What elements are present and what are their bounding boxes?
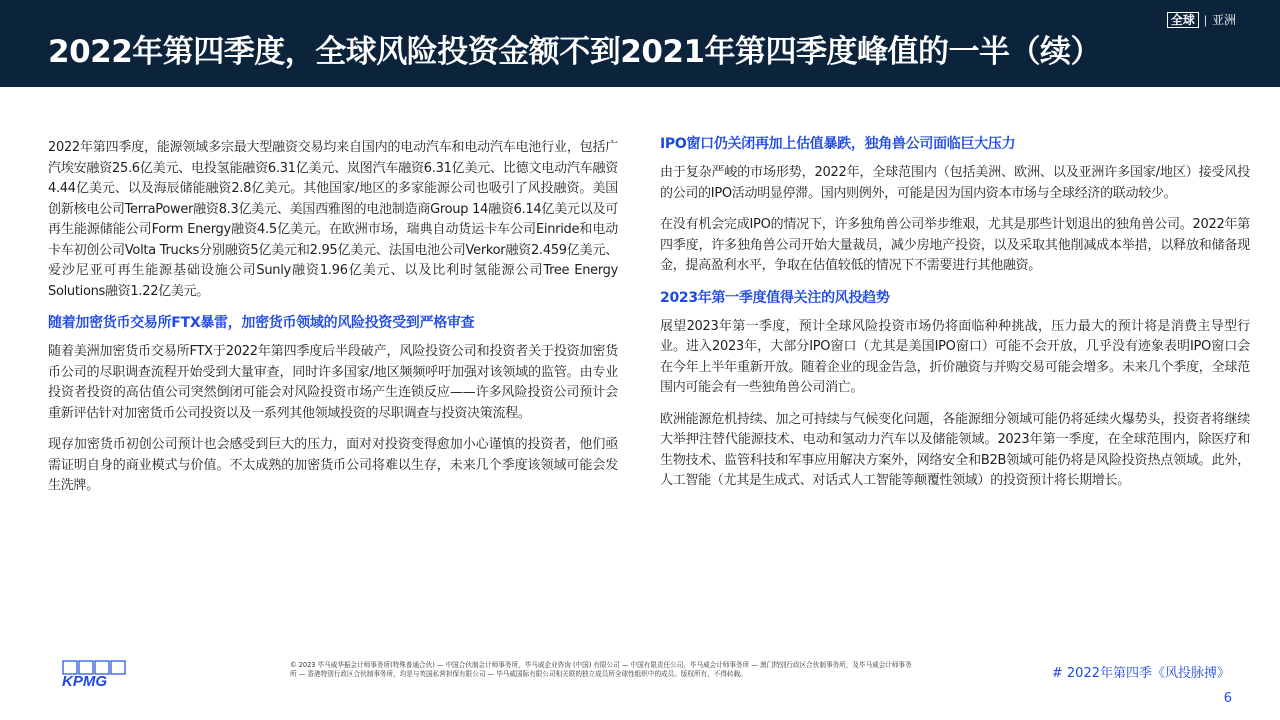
kpmg-logo-text: KPMG: [62, 673, 107, 688]
page-title: 2022年第四季度，全球风险投资金额不到2021年第四季度峰值的一半（续）: [48, 34, 1102, 70]
unicorn-paragraph: 在没有机会完成IPO的情况下，许多独角兽公司举步维艰，尤其是那些计划退出的独角兽公司。2022年第四季度，许多独角兽公司开始大量裁员，减少房地产投资，以及采取其他削减成本举措，以释放和储备现金，提高盈利水平，争取在估值较低的情况下不需要进行其他融资。: [660, 217, 1250, 273]
outlook-paragraph: 展望2023年第一季度，预计全球风险投资市场仍将面临种种挑战，压力最大的预计将是消费主导型行业。进入2023年，大部分IPO窗口（尤其是美国IPO窗口）可能不会开放，几乎没有迹象表明IPO窗口会在今年上半年重新开放。随着企业的现金告急，折价融资与并购交易可能会增多。未来几个季度，全球范围内可能会有一些独角兽公司消亡。: [660, 318, 1250, 395]
region-global: 全球: [1167, 12, 1199, 28]
report-tag: # 2022年第四季《风投脉搏》: [1051, 666, 1230, 681]
crypto-heading: 随着加密货币交易所FTX暴雷，加密货币领域的风险投资受到严格审查: [48, 315, 475, 331]
legal-notice: © 2023 毕马威华振会计师事务所(特殊普通合伙) — 中国合伙制会计师事务所，毕马威企业咨询 (中国) 有限公司 — 中国有限责任公司，毕马威会计师事务所 — 澳门特别行政区合伙制事务所，及毕马威会计师事务所 — 香港特别行政区合伙制事务所，均是与英国私营担保有限公司 — 毕马威国际有限公司相关联的独立成员所全球性组织中的成员。版权所有，不得转载。: [290, 661, 912, 678]
kpmg-logo: [62, 660, 126, 688]
trends-heading: 2023年第一季度值得关注的风投趋势: [660, 289, 890, 306]
ftx-paragraph: 随着美洲加密货币交易所FTX于2022年第四季度后半段破产，风险投资公司和投资者关于投资加密货币公司的尽职调查流程开始受到大量审查，同时许多国家/地区频频呼吁加强对该领域的监管。由专业投资者投资的高估值公司突然倒闭可能会对风险投资市场产生连锁反应——许多风险投资公司预计会重新评估针对加密货币公司投资以及一系列其他领域投资的尽职调查与投资决策流程。: [48, 344, 618, 421]
left-column: [48, 138, 618, 508]
page-number: 6: [1223, 691, 1232, 706]
ipo-heading: IPO窗口仍关闭再加上估值暴跌，独角兽公司面临巨大压力: [660, 136, 1016, 152]
crypto-startups-paragraph: 现存加密货币初创公司预计也会感受到巨大的压力，面对对投资变得愈加小心谨慎的投资者，他们亟需证明自身的商业模式与价值。不太成熟的加密货币公司将难以生存，未来几个季度该领域可能会发生洗牌。: [48, 437, 618, 493]
header-bar: [0, 0, 1280, 87]
ipo-paragraph: 由于复杂严峻的市场形势，2022年，全球范围内（包括美洲、欧洲、以及亚洲许多国家/地区）接受风投的公司的IPO活动明显停滞。国内则例外，可能是因为国内资本市场与全球经济的联动较少。: [660, 165, 1250, 201]
region-separator: |: [1203, 12, 1207, 27]
right-column: [660, 134, 1250, 503]
region-indicator: [1167, 11, 1236, 28]
energy-outlook-paragraph: 欧洲能源危机持续、加之可持续与气候变化问题，各能源细分领域可能仍将延续火爆势头，投资者将继续大举押注替代能源技术、电动和氢动力汽车以及储能领域。2023年第一季度，在全球范围内，除医疗和生物技术、监管科技和军事应用解决方案外，网络安全和B2B领域可能仍将是风险投资热点领域。此外，人工智能（尤其是生成式、对话式人工智能等颠覆性领域）的投资预计将长期增长。: [660, 411, 1250, 488]
energy-paragraph: 2022年第四季度，能源领域多宗最大型融资交易均来自国内的电动汽车和电动汽车电池行业，包括广汽埃安融资25.6亿美元、电投氢能融资6.31亿美元、岚图汽车融资6.31亿美元、比德文电动汽车融资4.44亿美元、以及海辰储能融资2.8亿美元。其他国家/地区的多家能源公司也吸引了风投融资。美国创新核电公司TerraPower融资8.3亿美元、美国西雅图的电池制造商Group 14融资6.14亿美元以及可再生能源储能公司Form Energy融资4.5亿美元。在欧洲市场，瑞典自动货运卡车公司Einride和电动卡车初创公司Volta Trucks分别融资5亿美元和2.95亿美元、法国电池公司Verkor融资2.459亿美元、爱沙尼亚可再生能源基础设施公司Sunly融资1.96亿美元、以及比利时氢能源公司Tree Energy Solutions融资1.22亿美元。: [48, 140, 618, 299]
region-asia: 亚洲: [1211, 13, 1236, 27]
